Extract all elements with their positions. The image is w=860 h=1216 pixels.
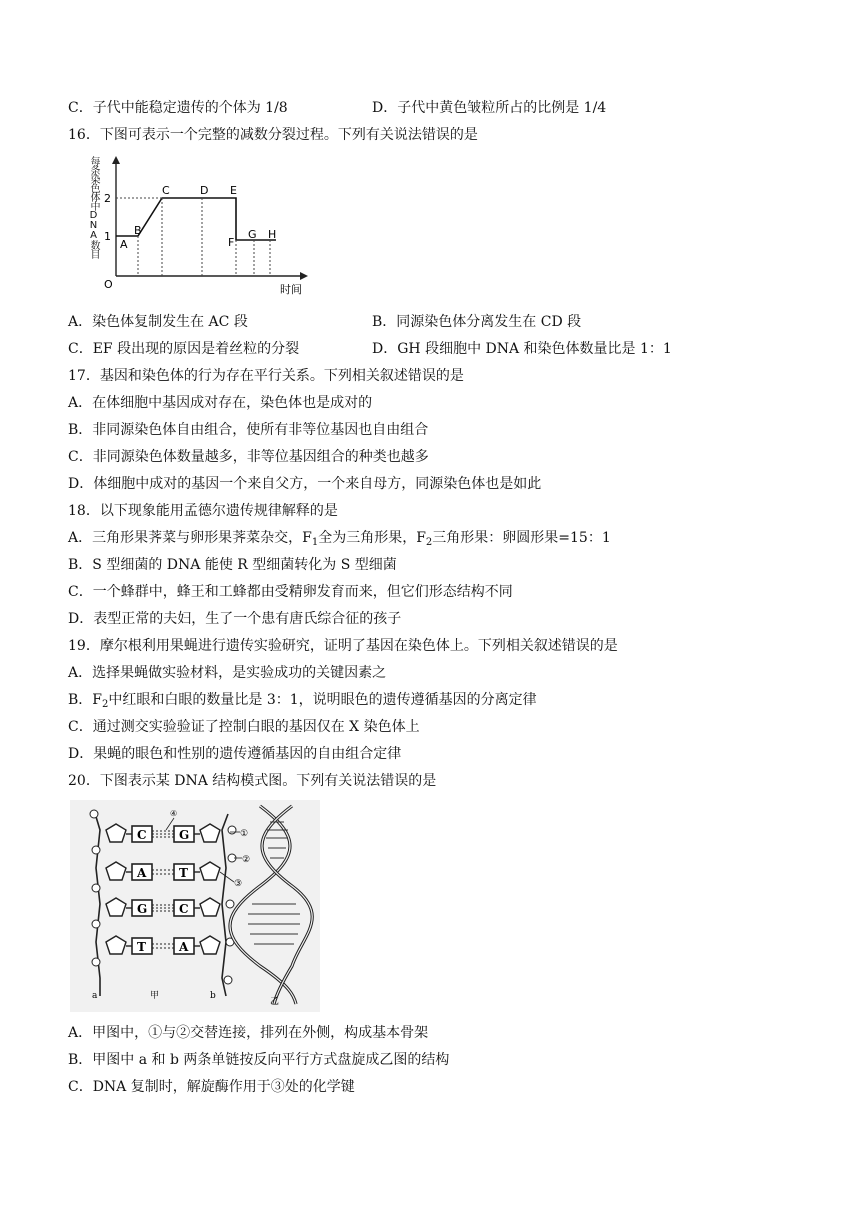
q16-stem: 16．下图可表示一个完整的减数分裂过程。下列有关说法错误的是 — [68, 127, 478, 143]
q17-option-a: A．在体细胞中基因成对存在，染色体也是成对的 — [68, 395, 373, 411]
q18-option-d: D．表型正常的夫妇，生了一个患有唐氏综合征的孩子 — [68, 611, 402, 627]
point-h: H — [268, 228, 277, 241]
phosphate-left-5 — [92, 958, 100, 966]
q18-option-c: C．一个蜂群中，蜂王和工蜂都由受精卵发育而来，但它们形态结构不同 — [68, 584, 513, 600]
x-axis-label: 时间 — [280, 283, 302, 296]
base-left-3: G — [137, 902, 148, 916]
tick-2: 2 — [104, 192, 111, 205]
sugar-left-1 — [106, 824, 126, 842]
strand-b-label: b — [210, 991, 216, 1001]
point-d: D — [200, 184, 209, 197]
base-pair-1 — [126, 826, 200, 842]
q19-option-c: C．通过测交实验验证了控制白眼的基因仅在 X 染色体上 — [68, 719, 420, 735]
phosphate-left-1 — [90, 810, 98, 818]
q17-option-d: D．体细胞中成对的基因一个来自父方，一个来自母方，同源染色体也是如此 — [68, 476, 542, 492]
base-right-4: A — [179, 940, 189, 954]
q16-dna-graph — [84, 150, 314, 298]
q19-stem: 19．摩尔根利用果蝇进行遗传实验研究，证明了基因在染色体上。下列相关叙述错误的是 — [68, 638, 618, 654]
base-right-3: C — [179, 902, 189, 916]
q19-option-b: B．$F_2$中红眼和白眼的数量比是 3：1，说明眼色的遗传遵循基因的分离定律 — [68, 692, 537, 710]
q17-option-c: C．非同源染色体数量越多，非等位基因组合的种类也越多 — [68, 449, 429, 465]
q20-dna-figure — [70, 800, 320, 1012]
base-pair-3 — [126, 900, 200, 916]
base-pair-4 — [126, 938, 200, 954]
q18-stem: 18．以下现象能用孟德尔遗传规律解释的是 — [68, 503, 338, 519]
q18-option-b: B．S 型细菌的 DNA 能使 R 型细菌转化为 S 型细菌 — [68, 557, 397, 573]
marker-2: ② — [242, 855, 251, 865]
phosphate-left-2 — [92, 846, 100, 854]
q20-option-b: B．甲图中 a 和 b 两条单链按反向平行方式盘旋成乙图的结构 — [68, 1052, 450, 1068]
x-axis-arrow — [300, 272, 308, 280]
strand-a-label: a — [92, 991, 98, 1001]
q16-option-a: A．染色体复制发生在 AC 段 — [68, 314, 248, 330]
q19-option-d: D．果蝇的眼色和性别的遗传遵循基因的自由组合定律 — [68, 746, 402, 762]
point-e: E — [230, 184, 237, 197]
phosphate-right-5 — [224, 976, 232, 984]
sugar-right-2 — [200, 862, 220, 880]
marker-1: ① — [240, 829, 249, 839]
base-right-2: T — [179, 866, 188, 880]
point-g: G — [248, 228, 257, 241]
tick-1: 1 — [104, 230, 111, 243]
point-f: F — [228, 236, 235, 249]
sugar-left-3 — [106, 898, 126, 916]
q16-option-b: B．同源染色体分离发生在 CD 段 — [372, 314, 582, 330]
marker-3: ③ — [234, 879, 243, 889]
base-right-1: G — [179, 828, 190, 842]
y-axis-label: 每条染色体中DNA数目 — [88, 156, 99, 258]
sugar-right-1 — [200, 824, 220, 842]
label-jia: 甲 — [150, 991, 160, 1001]
base-left-1: C — [137, 828, 147, 842]
q17-stem: 17．基因和染色体的行为存在平行关系。下列相关叙述错误的是 — [68, 368, 464, 384]
point-a: A — [120, 238, 128, 251]
marker-4: ④ — [170, 809, 178, 818]
y-axis-arrow — [112, 156, 120, 164]
q17-option-b: B．非同源染色体自由组合，使所有非等位基因也自由组合 — [68, 422, 429, 438]
q20-option-c: C．DNA 复制时，解旋酶作用于③处的化学键 — [68, 1079, 355, 1095]
q20-option-a: A．甲图中，①与②交替连接，排列在外侧，构成基本骨架 — [68, 1025, 429, 1041]
point-b: B — [134, 224, 142, 237]
sugar-right-4 — [200, 936, 220, 954]
sugar-right-3 — [200, 898, 220, 916]
q20-stem: 20．下图表示某 DNA 结构模式图。下列有关说法错误的是 — [68, 773, 437, 789]
phosphate-left-3 — [92, 884, 100, 892]
point-c: C — [162, 184, 170, 197]
phosphate-right-3 — [226, 900, 234, 908]
q15-option-c: C．子代中能稳定遗传的个体为 1/8 — [68, 100, 288, 116]
q16-option-c: C．EF 段出现的原因是着丝粒的分裂 — [68, 341, 300, 357]
q18-option-a: A．三角形果荠菜与卵形果荠菜杂交，$F_1$全为三角形果，$F_2$三角形果：卵圆形果=15：1 — [68, 530, 611, 548]
origin-label: O — [104, 278, 113, 291]
q16-option-d: D．GH 段细胞中 DNA 和染色体数量比是 1：1 — [372, 341, 672, 357]
phosphate-right-1 — [228, 826, 236, 834]
base-left-4: T — [137, 940, 146, 954]
sugar-left-4 — [106, 936, 126, 954]
q19-option-a: A．选择果蝇做实验材料，是实验成功的关键因素之 — [68, 665, 387, 681]
q15-option-d: D．子代中黄色皱粒所占的比例是 1/4 — [372, 100, 607, 116]
phosphate-left-4 — [92, 920, 100, 928]
strand-a-backbone — [94, 810, 100, 996]
sugar-left-2 — [106, 862, 126, 880]
base-left-2: A — [137, 866, 147, 880]
label-yi: 乙 — [270, 997, 280, 1007]
base-pair-2 — [126, 864, 200, 880]
